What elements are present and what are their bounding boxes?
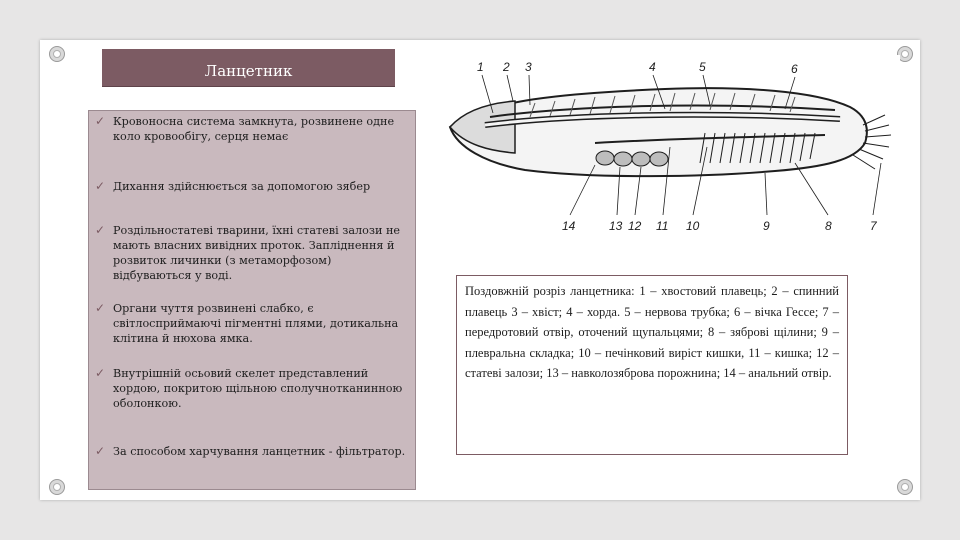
label-7: 7 — [870, 219, 877, 233]
label-14: 14 — [562, 219, 576, 233]
label-5: 5 — [699, 60, 706, 74]
bullet-text: Кровоносна система замкнута, розвинене одне коло кровообігу, серця немає — [113, 115, 395, 143]
checkmark-icon: ✓ — [95, 444, 106, 458]
label-4: 4 — [649, 60, 656, 74]
checkmark-icon: ✓ — [95, 301, 106, 315]
bullet-text: Органи чуття розвинені слабко, є світлосприймаючі пігментні плями, дотикальна клітина й нюхова ямка. — [113, 302, 399, 345]
label-2: 2 — [503, 60, 510, 74]
label-9: 9 — [763, 219, 770, 233]
bottom-labels — [562, 219, 878, 233]
label-6: 6 — [791, 62, 798, 76]
checkmark-icon: ✓ — [95, 366, 106, 380]
bullet-list — [88, 110, 416, 490]
label-8: 8 — [825, 219, 832, 233]
pin-icon — [49, 479, 65, 495]
label-3: 3 — [525, 60, 532, 74]
slide-title: Ланцетник — [102, 49, 395, 87]
bullet-text: Внутрішній осьовий скелет представлений хордою, покритою щільною сполучнотканинною оболонкою. — [113, 367, 403, 410]
tail-fin — [450, 101, 515, 153]
pin-icon — [49, 46, 65, 62]
checkmark-icon: ✓ — [95, 179, 106, 193]
checkmark-icon: ✓ — [95, 114, 106, 128]
pin-icon — [897, 479, 913, 495]
label-1: 1 — [477, 60, 484, 74]
bullet-text: Дихання здійснюється за допомогою зябер — [113, 180, 371, 193]
checkmark-icon: ✓ — [95, 223, 106, 237]
label-10: 10 — [686, 219, 700, 233]
bullet-text: Роздільностатеві тварини, їхні статеві залози не мають власних вивідних проток. Запліднення й розвиток личинки (з метаморфозом) відбуваються у воді. — [113, 224, 401, 282]
lancelet-diagram — [445, 55, 900, 240]
label-13: 13 — [609, 219, 623, 233]
label-12: 12 — [628, 219, 642, 233]
label-11: 11 — [656, 219, 669, 233]
top-labels — [477, 60, 798, 76]
lancelet-drawing — [445, 55, 900, 240]
bullet-text: За способом харчування ланцетник - фільтратор. — [113, 445, 406, 458]
figure-caption: Поздовжній розріз ланцетника: 1 – хвостовий плавець; 2 – спинний плавець 3 – хвіст; 4 – хорда. 5 – нервова трубка; 6 – вічка Гессе; 7 – передротовий отвір, оточений щупальцями; 8 – зяброві щілини; 9 – плевральна складка; 10 – печінковий виріст кишки, 11 – кишка; 12 – статеві залози; 13 – навколозяброва порожнина; 14 – анальний отвір. — [456, 275, 848, 455]
